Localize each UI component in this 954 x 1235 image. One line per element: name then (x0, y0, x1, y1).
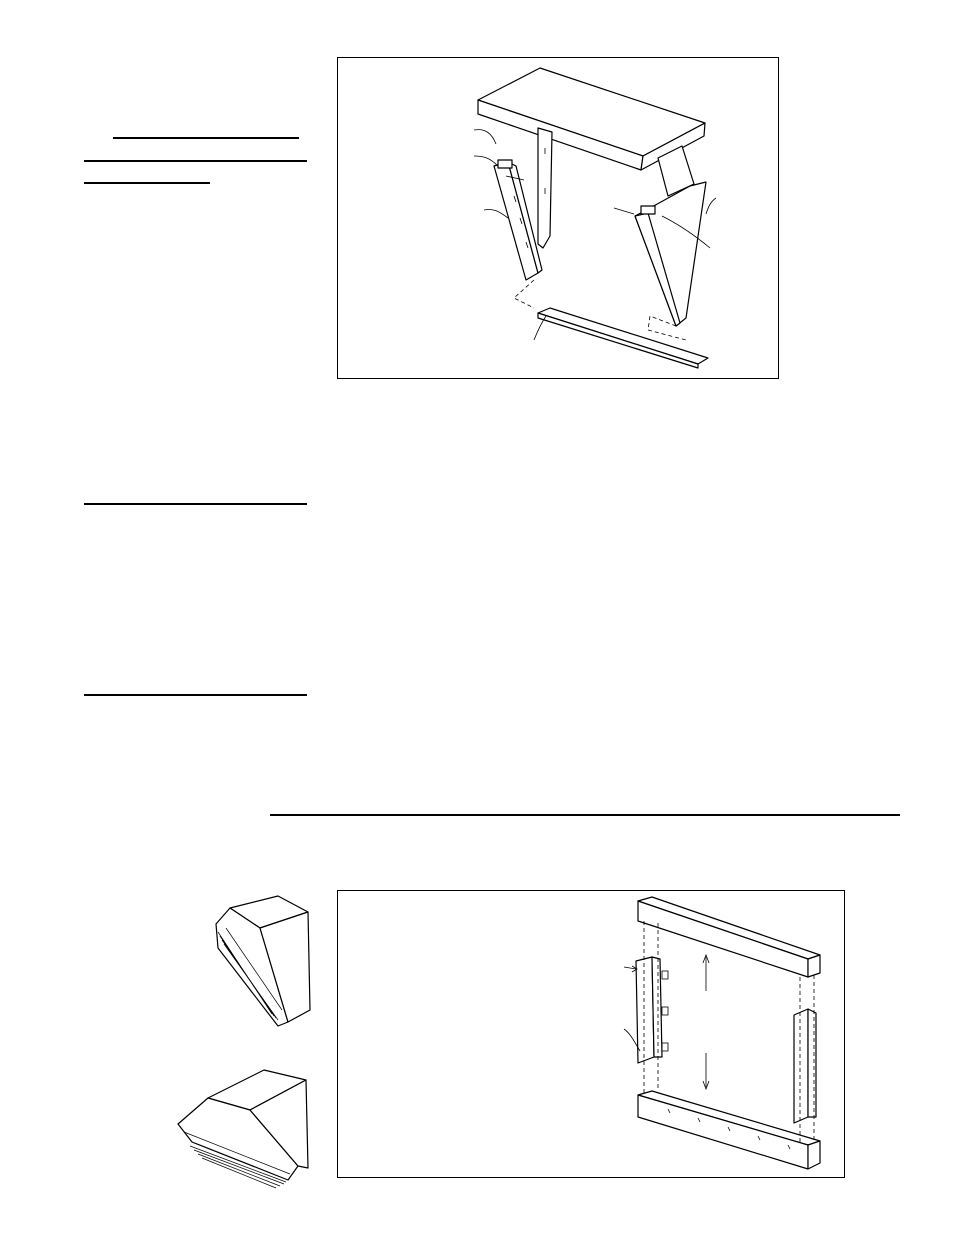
leg-top-block-right (641, 206, 655, 214)
section-rule-3 (84, 694, 307, 696)
leader-line-2 (474, 156, 498, 166)
section-rule-1c (84, 182, 210, 184)
bottom-tray-side (808, 1141, 820, 1169)
rectangular-frame-assembly-drawing (338, 891, 843, 1176)
section-rule-2 (84, 503, 307, 505)
right-upright (794, 1009, 808, 1123)
leader-line-6 (534, 316, 546, 340)
leader-line-4 (706, 198, 716, 214)
hearth-leg-assembly-drawing (338, 58, 777, 377)
leader-line-3 (484, 209, 508, 218)
hood-side-views-drawing (168, 888, 318, 1198)
figure-3-frame (337, 890, 845, 1178)
leader-line-1 (474, 130, 496, 144)
leg-top-block-left (498, 160, 512, 168)
left-upright (636, 957, 654, 1063)
section-rule-1a (113, 137, 299, 139)
figure-1-frame (337, 57, 779, 379)
left-upright-side (652, 957, 662, 1057)
top-beam-side (808, 955, 820, 977)
alignment-dashes-left (514, 280, 534, 308)
right-upright-side (808, 1009, 816, 1117)
section-rule-1b (84, 160, 307, 162)
section-rule-wide (270, 814, 900, 816)
top-beam-front (638, 901, 808, 977)
